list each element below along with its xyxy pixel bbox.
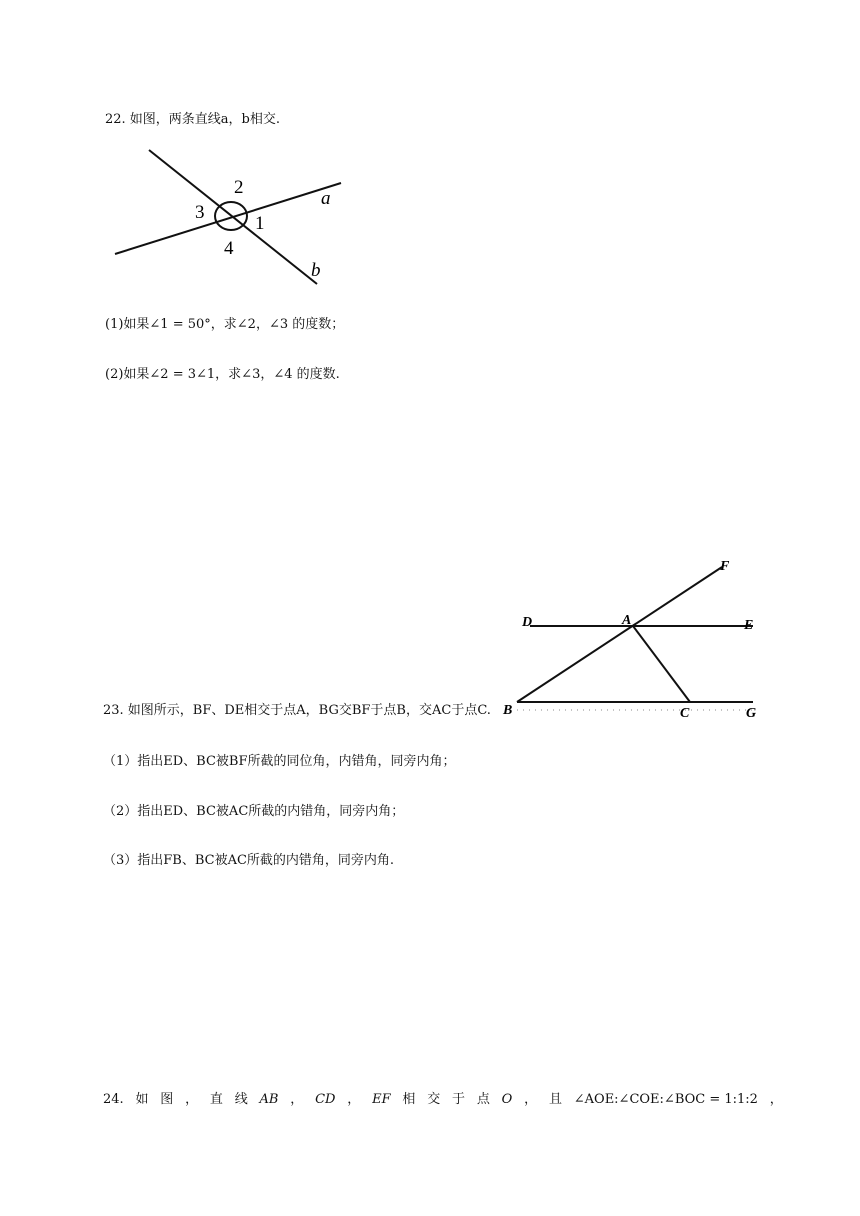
q24-token: 如 [135,1092,149,1107]
point-d-label: D [522,615,533,630]
point-e-label: E [744,618,754,633]
q23-figure [500,552,765,728]
q24-token: ， [290,1092,304,1107]
angle-4-label: 4 [224,238,234,259]
q24-title [103,1092,783,1108]
q23-part-3: （3）指出FB、BC被AC所截的内错角，同旁内角. [103,853,395,868]
q22-title: 22. 如图，两条直线a，b相交. [105,112,281,127]
q24-token: 线 [234,1092,248,1107]
q24-token: ∠AOE:∠COE:∠BOC = 1:1:2 [573,1092,758,1107]
q24-token: 且 [548,1092,562,1107]
angle-2-label: 2 [234,177,244,198]
q23-title: 23. 如图所示，BF、DE相交于点A，BG交BF于点B，交AC于点C. [103,703,491,718]
q24-token: 交 [427,1092,441,1107]
q24-token: O [501,1092,513,1107]
line-b [149,150,317,284]
q24-token: ， [769,1092,783,1107]
q22-part-2: (2)如果∠2 = 3∠1，求∠3，∠4 的度数. [105,367,340,382]
q22-figure [105,140,355,294]
point-c-label: C [680,706,690,721]
point-f-label: F [720,559,730,574]
q24-token: 于 [452,1092,466,1107]
q24-token: ， [347,1092,361,1107]
q22-part-1: (1)如果∠1 = 50°，求∠2，∠3 的度数； [105,317,345,332]
q24-token: 直 [209,1092,223,1107]
angle-1-label: 1 [255,213,265,234]
line-a-label: a [321,188,331,209]
q24-token: EF [372,1092,391,1107]
point-g-label: G [746,706,757,721]
q24-token: 点 [476,1092,490,1107]
point-b-label: B [503,703,513,718]
q24-token: ， [185,1092,199,1107]
line-b-label: b [311,260,321,281]
q24-token: CD [315,1092,336,1107]
angle-3-label: 3 [195,202,205,223]
line-bf [517,567,722,702]
q24-token: AB [259,1092,279,1107]
q24-token: 相 [402,1092,416,1107]
point-a-label: A [622,613,632,628]
q23-part-1: （1）指出ED、BC被BF所截的同位角，内错角，同旁内角； [103,754,456,769]
q24-token: 图 [160,1092,174,1107]
q24-token: ， [524,1092,538,1107]
q23-part-2: （2）指出ED、BC被AC所截的内错角，同旁内角； [103,804,405,819]
line-ac [633,626,690,702]
q24-token: 24. [103,1092,124,1107]
